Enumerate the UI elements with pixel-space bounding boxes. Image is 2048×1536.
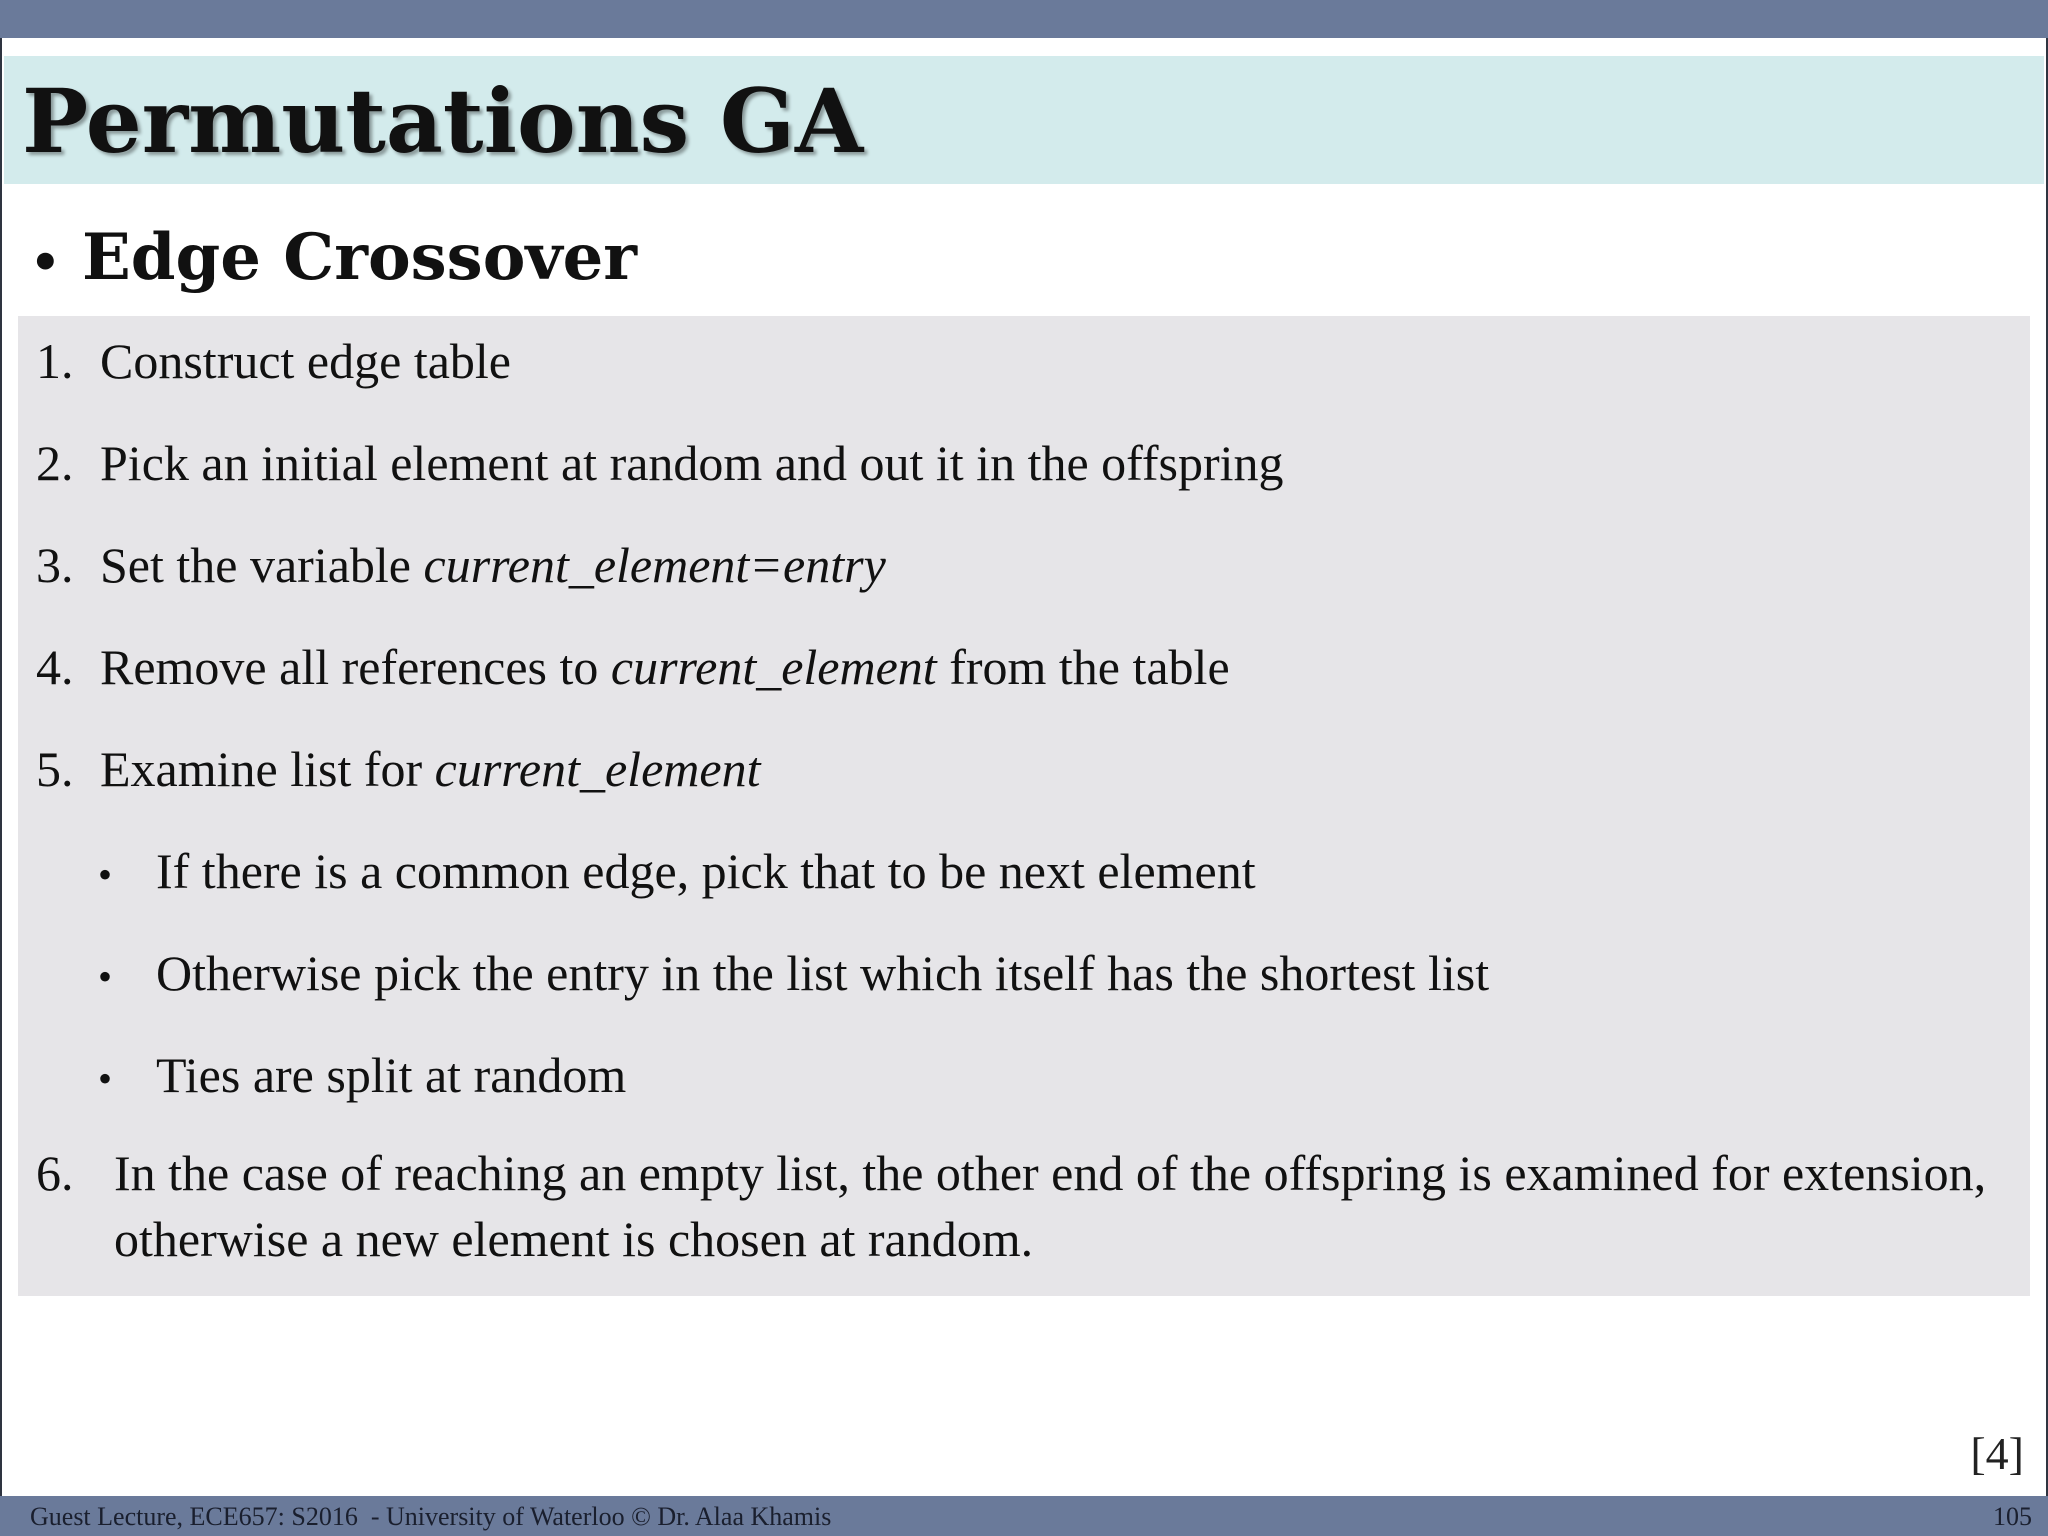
sub-step-3 — [98, 1042, 626, 1112]
subheading-text: Edge Crossover — [82, 220, 637, 295]
step-2 — [36, 430, 1284, 496]
sub-bullet: • — [98, 954, 113, 999]
sub-bullet: • — [98, 852, 113, 897]
step-number: 3. — [36, 537, 74, 593]
step-number: 2. — [36, 435, 74, 491]
subheading — [30, 218, 637, 303]
sub-step-text: If there is a common edge, pick that to be next element — [156, 843, 1256, 899]
step-4 — [36, 634, 1230, 700]
sub-step-2 — [98, 940, 1489, 1010]
step-variable: current_element — [610, 639, 937, 695]
sub-bullet: • — [98, 1056, 113, 1101]
page-number: 105 — [1993, 1502, 2032, 1531]
top-bar — [0, 0, 2048, 38]
footer-text: Guest Lecture, ECE657: S2016 - University of Waterloo © Dr. Alaa Khamis — [30, 1502, 832, 1531]
reference-citation: [4] — [1970, 1428, 2024, 1479]
step-number: 4. — [36, 639, 74, 695]
step-1 — [36, 328, 511, 394]
step-variable: current_element — [434, 741, 761, 797]
step-text: Pick an initial element at random and out it in the offspring — [100, 435, 1284, 491]
step-number: 6. — [36, 1145, 74, 1201]
step-text: Set the variable — [100, 537, 424, 593]
step-variable: current_element=entry — [423, 537, 886, 593]
slide-title: Permutations GA — [22, 69, 864, 173]
step-text-tail: from the table — [936, 639, 1230, 695]
step-3 — [36, 532, 886, 598]
sub-step-text: Ties are split at random — [156, 1047, 627, 1103]
step-number: 5. — [36, 741, 74, 797]
step-text: Examine list for — [100, 741, 435, 797]
step-5 — [36, 736, 760, 802]
subheading-bullet: • — [30, 235, 61, 291]
sub-step-text: Otherwise pick the entry in the list which itself has the shortest list — [156, 945, 1490, 1001]
step-6 — [36, 1140, 2016, 1272]
step-number: 1. — [36, 333, 74, 389]
step-text: Construct edge table — [100, 333, 511, 389]
sub-step-1 — [98, 838, 1256, 908]
step-text: In the case of reaching an empty list, the other end of the offspring is examined for extension, otherwise a new element is chosen at random. — [114, 1145, 1987, 1267]
step-text: Remove all references to — [100, 639, 611, 695]
